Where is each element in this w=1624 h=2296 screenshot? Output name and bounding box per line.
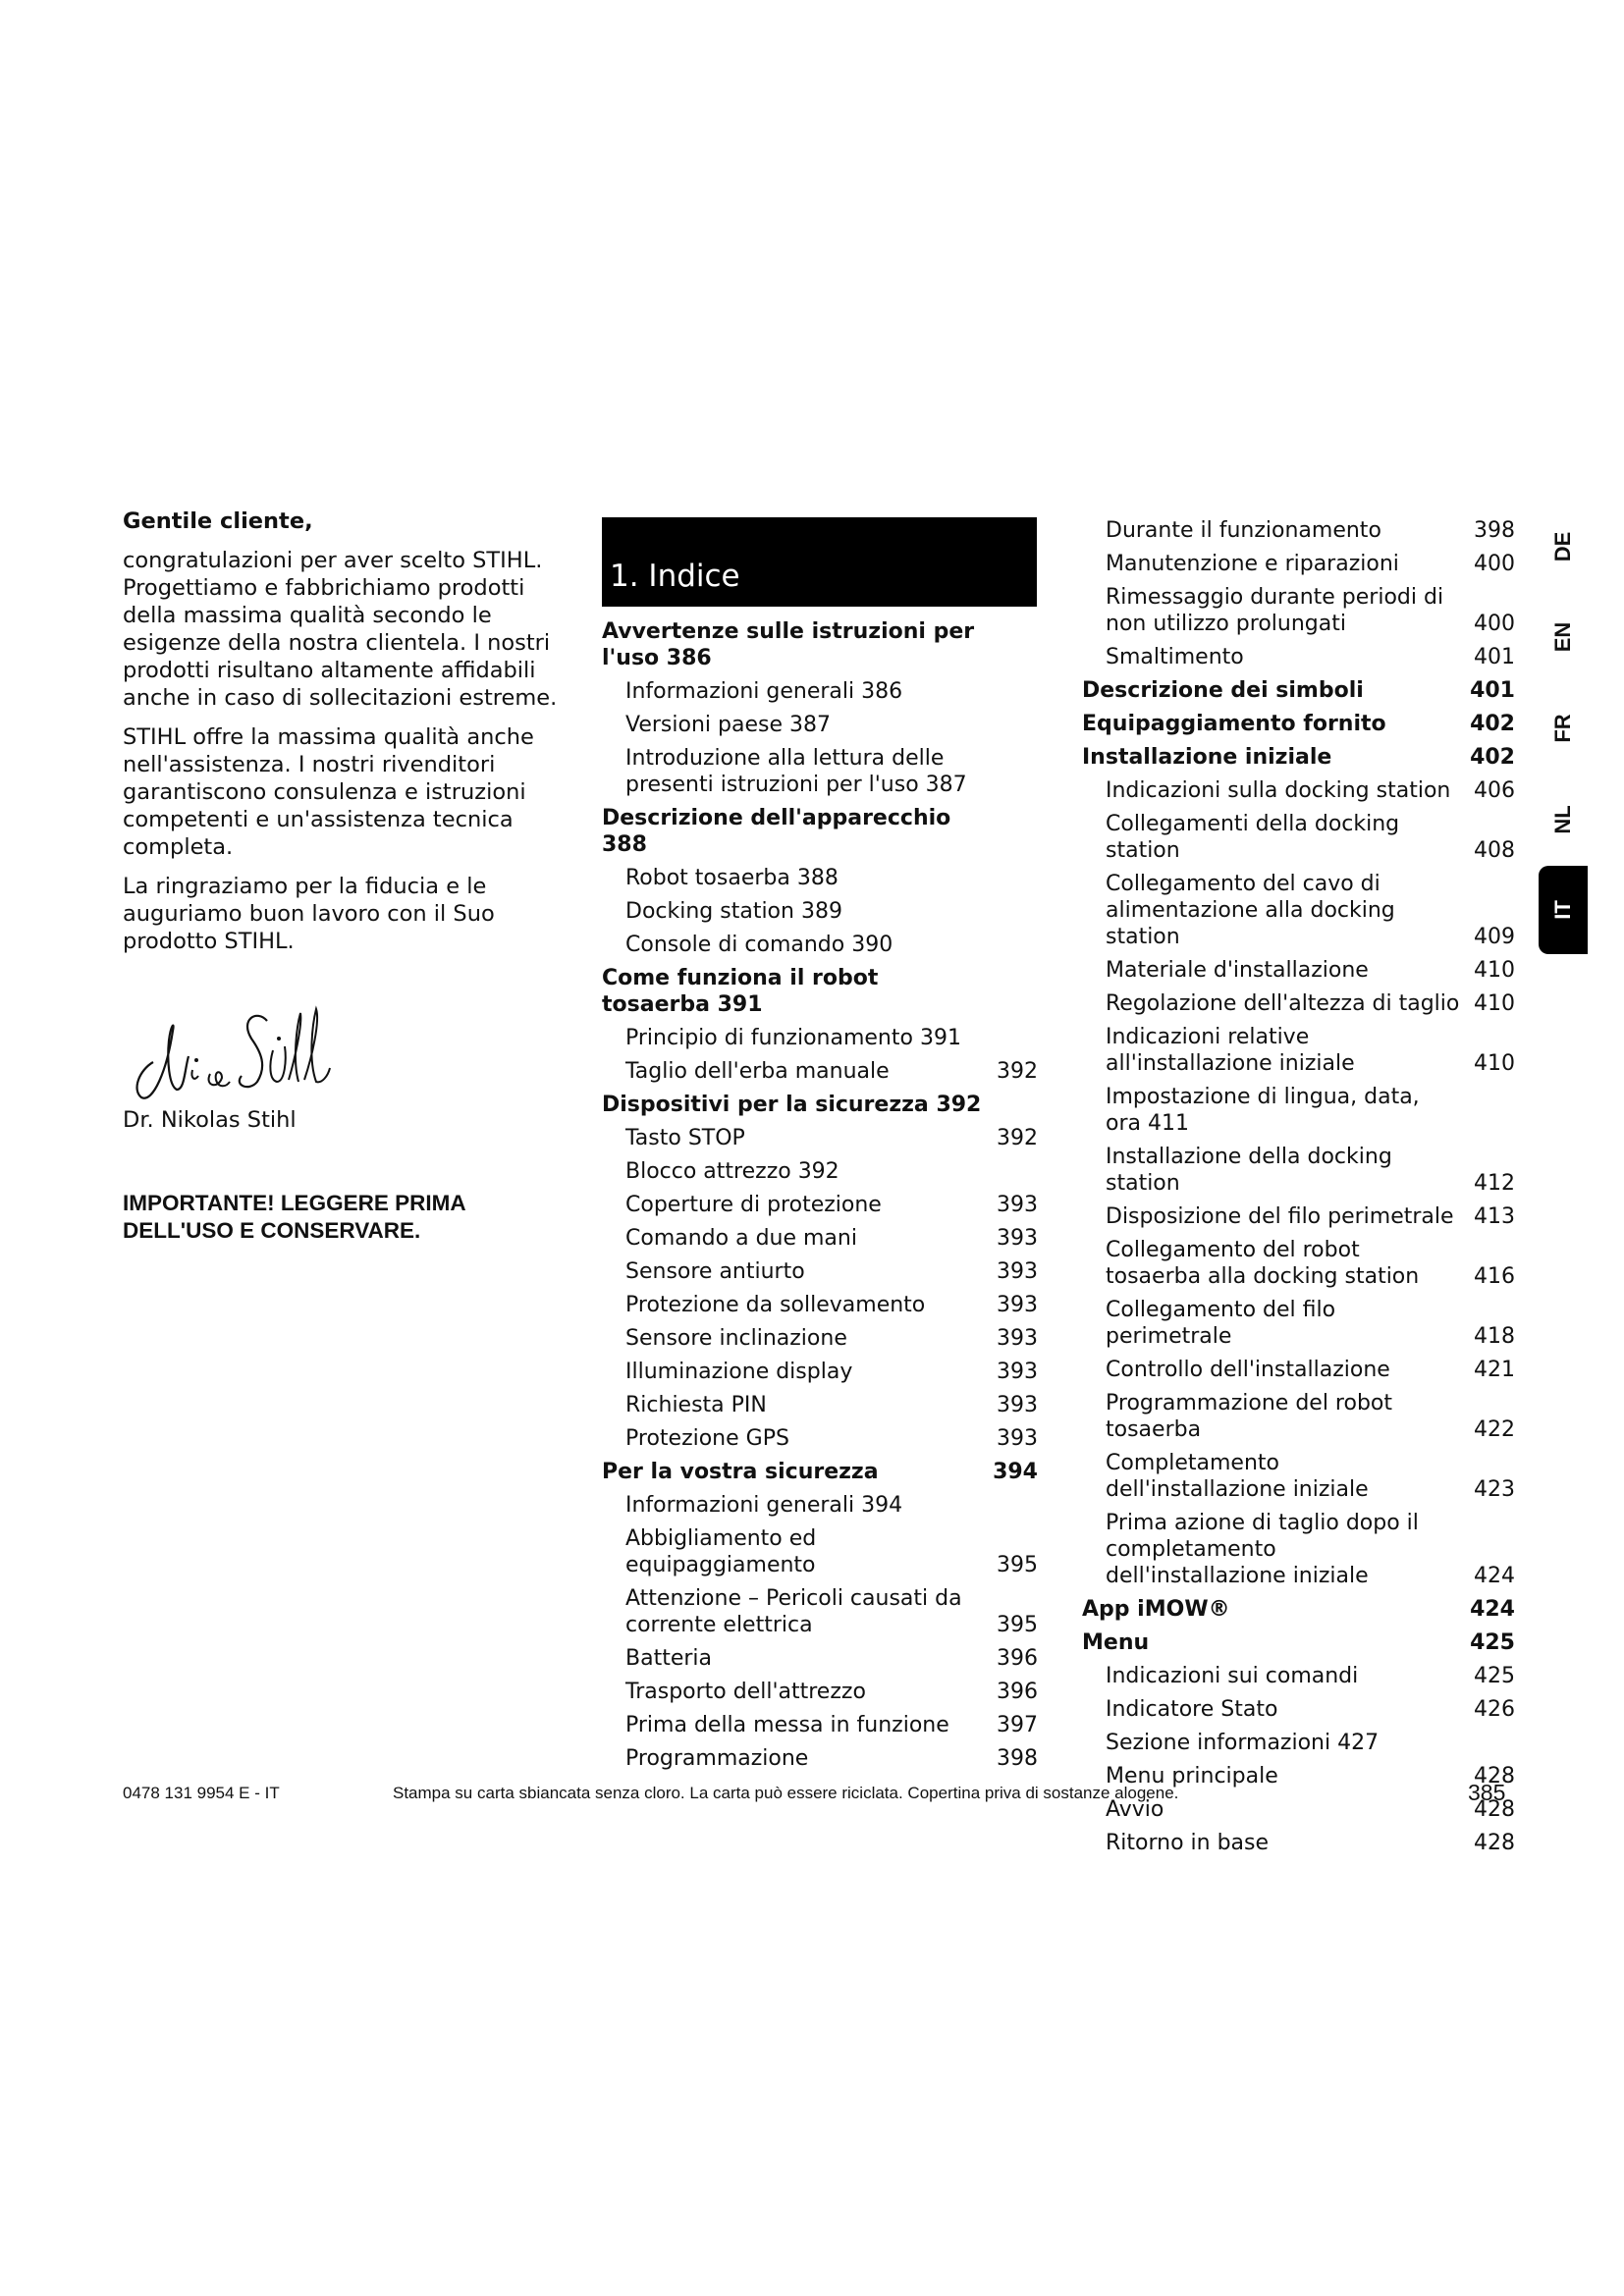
toc-page-number: 424 xyxy=(1470,1597,1515,1622)
toc-entry xyxy=(602,1645,1042,1672)
toc-page-number: 400 xyxy=(1474,552,1515,576)
toc-section xyxy=(602,805,1042,858)
toc-entry-label: Durante il funzionamento xyxy=(1106,518,1381,543)
toc-entry-label: Installazione iniziale xyxy=(1082,745,1332,770)
toc-section xyxy=(1082,744,1519,771)
index-title: 1. Indice xyxy=(610,559,740,594)
toc-page-number: 410 xyxy=(1474,958,1515,983)
toc-entry xyxy=(602,712,1042,738)
toc-entry xyxy=(602,1712,1042,1738)
toc-entry-label: Dispositivi per la sicurezza 392 xyxy=(602,1093,982,1117)
toc-entry xyxy=(1082,777,1519,804)
toc-entry xyxy=(1082,957,1519,984)
document-code: 0478 131 9954 E - IT xyxy=(123,1784,280,1802)
toc-entry-label: Blocco attrezzo 392 xyxy=(625,1159,839,1184)
toc-page-number: 426 xyxy=(1474,1697,1515,1722)
language-tab-fr xyxy=(1539,694,1588,763)
language-tab-label: FR xyxy=(1550,714,1575,743)
toc-page-number: 393 xyxy=(997,1293,1038,1317)
toc-entry xyxy=(602,1025,1042,1051)
toc-entry-label: Collegamenti della docking station xyxy=(1106,812,1400,863)
toc-entry xyxy=(602,678,1042,705)
toc-entry xyxy=(1082,584,1519,637)
toc-entry-label: Docking station 389 xyxy=(625,899,842,924)
toc-page-number: 397 xyxy=(997,1713,1038,1737)
toc-entry-label: Principio di funzionamento 391 xyxy=(625,1026,961,1050)
toc-entry xyxy=(1082,1357,1519,1383)
toc-entry xyxy=(1082,1144,1519,1197)
toc-entry-label: Rimessaggio durante periodi di non utilizzo prolungati xyxy=(1106,585,1444,636)
toc-entry xyxy=(602,1359,1042,1385)
toc-section xyxy=(1082,711,1519,737)
toc-entry-label: Protezione GPS xyxy=(625,1426,789,1451)
toc-page-number: 416 xyxy=(1474,1264,1515,1289)
toc-entry xyxy=(1082,871,1519,950)
toc-page-number: 396 xyxy=(997,1646,1038,1671)
toc-entry-label: Prima azione di taglio dopo il completamento dell'installazione iniziale xyxy=(1106,1511,1419,1588)
language-tab-label: DE xyxy=(1550,531,1575,562)
toc-entry-label: Robot tosaerba 388 xyxy=(625,866,839,890)
toc-page-number: 393 xyxy=(997,1193,1038,1217)
toc-entry-label: Indicatore Stato xyxy=(1106,1697,1278,1722)
toc-entry-label: Per la vostra sicurezza xyxy=(602,1460,879,1484)
toc-entry-label: Informazioni generali 394 xyxy=(625,1493,903,1518)
index-header xyxy=(602,517,1037,607)
toc-entry xyxy=(602,932,1042,958)
greeting: Gentile cliente, xyxy=(123,508,313,534)
toc-entry xyxy=(1082,551,1519,577)
toc-entry xyxy=(602,865,1042,891)
toc-entry xyxy=(1082,1696,1519,1723)
toc-entry-label: Protezione da sollevamento xyxy=(625,1293,926,1317)
intro-paragraph-2: STIHL offre la massima qualità anche nell'assistenza. I nostri rivenditori garantiscono consulenza e istruzioni competenti e un'assistenza tecnica completa. xyxy=(123,724,534,860)
toc-entry xyxy=(602,1158,1042,1185)
toc-entry-label: Ritorno in base xyxy=(1106,1831,1270,1855)
toc-page-number: 410 xyxy=(1474,1051,1515,1076)
toc-entry xyxy=(602,1425,1042,1452)
toc-entry-label: Avvertenze sulle istruzioni per l'uso 386 xyxy=(602,619,975,670)
toc-entry xyxy=(1082,1450,1519,1503)
toc-entry-label: Attenzione – Pericoli causati da corrente elettrica xyxy=(625,1586,962,1637)
toc-entry-label: Collegamento del filo perimetrale xyxy=(1106,1298,1336,1349)
toc-entry xyxy=(602,898,1042,925)
toc-entry-label: Console di comando 390 xyxy=(625,933,893,957)
toc-entry-label: Avvio xyxy=(1106,1797,1164,1822)
toc-entry-label: Sezione informazioni 427 xyxy=(1106,1731,1380,1755)
toc-entry xyxy=(1082,1830,1519,1856)
language-tab-de xyxy=(1539,512,1588,581)
toc-column-2 xyxy=(602,618,1042,1772)
toc-entry-label: Taglio dell'erba manuale xyxy=(625,1059,890,1084)
toc-page-number: 394 xyxy=(993,1460,1038,1484)
toc-entry-label: Richiesta PIN xyxy=(625,1393,767,1417)
toc-entry-label: Comando a due mani xyxy=(625,1226,857,1251)
toc-entry xyxy=(602,745,1042,798)
print-note: Stampa su carta sbiancata senza cloro. La carta può essere riciclata. Copertina priva di sostanze alogene. xyxy=(393,1784,1179,1802)
language-tab-nl xyxy=(1539,785,1588,854)
toc-entry-label: Informazioni generali 386 xyxy=(625,679,903,704)
toc-entry-label: Introduzione alla lettura delle presenti istruzioni per l'uso 387 xyxy=(625,746,967,797)
toc-entry-label: Impostazione di lingua, data, ora 411 xyxy=(1106,1085,1420,1136)
toc-entry-label: Collegamento del cavo di alimentazione alla docking station xyxy=(1106,872,1395,949)
toc-entry xyxy=(602,1258,1042,1285)
toc-page-number: 409 xyxy=(1474,925,1515,949)
toc-section xyxy=(602,1092,1042,1118)
toc-entry xyxy=(602,1058,1042,1085)
toc-page-number: 402 xyxy=(1470,745,1515,770)
toc-entry xyxy=(602,1392,1042,1418)
toc-entry-label: Manutenzione e riparazioni xyxy=(1106,552,1399,576)
language-tab-label: NL xyxy=(1550,805,1575,834)
toc-entry-label: Coperture di protezione xyxy=(625,1193,882,1217)
toc-entry-label: Installazione della docking station xyxy=(1106,1145,1392,1196)
toc-entry-label: Programmazione del robot tosaerba xyxy=(1106,1391,1393,1442)
toc-entry xyxy=(1082,1237,1519,1290)
toc-entry-label: Disposizione del filo perimetrale xyxy=(1106,1204,1454,1229)
toc-entry-label: Equipaggiamento fornito xyxy=(1082,712,1386,736)
toc-page-number: 413 xyxy=(1474,1204,1515,1229)
toc-section xyxy=(1082,677,1519,704)
toc-page-number: 392 xyxy=(997,1126,1038,1150)
language-tab-en xyxy=(1539,603,1588,671)
toc-entry xyxy=(602,1745,1042,1772)
toc-entry xyxy=(602,1292,1042,1318)
toc-page-number: 401 xyxy=(1474,645,1515,669)
toc-entry-label: Sensore inclinazione xyxy=(625,1326,847,1351)
toc-entry-label: Versioni paese 387 xyxy=(625,713,831,737)
toc-page-number: 412 xyxy=(1474,1171,1515,1196)
toc-entry-label: Smaltimento xyxy=(1106,645,1244,669)
toc-entry-label: Come funziona il robot tosaerba 391 xyxy=(602,966,879,1017)
toc-entry xyxy=(1082,1203,1519,1230)
toc-section xyxy=(1082,1596,1519,1623)
toc-page-number: 428 xyxy=(1474,1831,1515,1855)
language-tab-it xyxy=(1539,866,1588,954)
toc-entry xyxy=(602,1225,1042,1252)
toc-entry xyxy=(1082,1510,1519,1589)
toc-page-number: 424 xyxy=(1474,1564,1515,1588)
toc-entry-label: Batteria xyxy=(625,1646,712,1671)
toc-page-number: 396 xyxy=(997,1680,1038,1704)
important-notice: IMPORTANTE! LEGGERE PRIMA DELL'USO E CONSERVARE. xyxy=(123,1191,465,1243)
toc-page-number: 423 xyxy=(1474,1477,1515,1502)
toc-entry xyxy=(1082,1024,1519,1077)
toc-entry-label: Descrizione dei simboli xyxy=(1082,678,1364,703)
toc-entry xyxy=(1082,990,1519,1017)
toc-page-number: 418 xyxy=(1474,1324,1515,1349)
toc-entry-label: Abbigliamento ed equipaggiamento xyxy=(625,1526,817,1577)
toc-page-number: 398 xyxy=(1474,518,1515,543)
toc-entry xyxy=(1082,1730,1519,1756)
language-tab-label: IT xyxy=(1550,900,1575,920)
toc-section xyxy=(602,1459,1042,1485)
toc-section xyxy=(602,965,1042,1018)
toc-entry-label: Completamento dell'installazione iniziale xyxy=(1106,1451,1369,1502)
toc-page-number: 421 xyxy=(1474,1358,1515,1382)
toc-entry-label: Tasto STOP xyxy=(625,1126,745,1150)
toc-entry-label: Menu principale xyxy=(1106,1764,1278,1789)
toc-page-number: 393 xyxy=(997,1259,1038,1284)
toc-column-3 xyxy=(1082,517,1519,1856)
toc-entry-label: Indicazioni relative all'installazione iniziale xyxy=(1106,1025,1355,1076)
signature-image xyxy=(120,991,346,1104)
toc-entry-label: Trasporto dell'attrezzo xyxy=(625,1680,866,1704)
toc-page-number: 428 xyxy=(1474,1764,1515,1789)
toc-page-number: 425 xyxy=(1470,1630,1515,1655)
toc-page-number: 393 xyxy=(997,1326,1038,1351)
toc-entry-label: Prima della messa in funzione xyxy=(625,1713,949,1737)
toc-page-number: 401 xyxy=(1470,678,1515,703)
toc-entry-label: Materiale d'installazione xyxy=(1106,958,1369,983)
toc-entry xyxy=(602,1492,1042,1519)
toc-page-number: 406 xyxy=(1474,778,1515,803)
toc-section xyxy=(1082,1629,1519,1656)
toc-page-number: 425 xyxy=(1474,1664,1515,1688)
toc-entry xyxy=(1082,1390,1519,1443)
toc-entry-label: Controllo dell'installazione xyxy=(1106,1358,1390,1382)
toc-entry xyxy=(602,1125,1042,1151)
toc-page-number: 392 xyxy=(997,1059,1038,1084)
toc-page-number: 428 xyxy=(1474,1797,1515,1822)
toc-entry xyxy=(602,1679,1042,1705)
toc-entry xyxy=(602,1192,1042,1218)
toc-page-number: 422 xyxy=(1474,1417,1515,1442)
toc-entry xyxy=(1082,517,1519,544)
toc-page-number: 393 xyxy=(997,1360,1038,1384)
toc-entry xyxy=(602,1325,1042,1352)
toc-entry xyxy=(602,1585,1042,1638)
toc-page-number: 393 xyxy=(997,1426,1038,1451)
toc-page-number: 393 xyxy=(997,1226,1038,1251)
toc-section xyxy=(602,618,1042,671)
toc-entry-label: Collegamento del robot tosaerba alla docking station xyxy=(1106,1238,1420,1289)
intro-paragraph-1: congratulazioni per aver scelto STIHL. Progettiamo e fabbrichiamo prodotti della massima qualità secondo le esigenze della nostra clientela. I nostri prodotti risultano altamente affidabili anche in caso di sollecitazioni estreme. xyxy=(123,548,558,711)
toc-page-number: 402 xyxy=(1470,712,1515,736)
toc-entry-label: Indicazioni sui comandi xyxy=(1106,1664,1359,1688)
toc-page-number: 400 xyxy=(1474,612,1515,636)
intro-letter xyxy=(123,507,565,967)
toc-entry-label: Illuminazione display xyxy=(625,1360,853,1384)
toc-page-number: 408 xyxy=(1474,838,1515,863)
toc-page-number: 393 xyxy=(997,1393,1038,1417)
toc-entry-label: Indicazioni sulla docking station xyxy=(1106,778,1451,803)
toc-page-number: 398 xyxy=(997,1746,1038,1771)
toc-entry-label: App iMOW® xyxy=(1082,1597,1230,1622)
signer-name: Dr. Nikolas Stihl xyxy=(123,1107,297,1133)
toc-entry-label: Descrizione dell'apparecchio 388 xyxy=(602,806,951,857)
toc-page-number: 410 xyxy=(1474,991,1515,1016)
language-tab-label: EN xyxy=(1550,621,1575,653)
toc-entry-label: Regolazione dell'altezza di taglio xyxy=(1106,991,1460,1016)
intro-paragraph-3: La ringraziamo per la fiducia e le auguriamo buon lavoro con il Suo prodotto STIHL. xyxy=(123,874,495,954)
toc-entry xyxy=(1082,1084,1519,1137)
toc-page-number: 395 xyxy=(997,1613,1038,1637)
page-number: 385 xyxy=(1468,1780,1506,1805)
toc-entry xyxy=(1082,811,1519,864)
toc-entry xyxy=(1082,1663,1519,1689)
toc-entry-label: Programmazione xyxy=(625,1746,809,1771)
toc-entry xyxy=(1082,1297,1519,1350)
toc-entry xyxy=(1082,644,1519,670)
toc-page-number: 395 xyxy=(997,1553,1038,1577)
toc-entry-label: Menu xyxy=(1082,1630,1150,1655)
toc-entry xyxy=(602,1525,1042,1578)
toc-entry-label: Sensore antiurto xyxy=(625,1259,805,1284)
